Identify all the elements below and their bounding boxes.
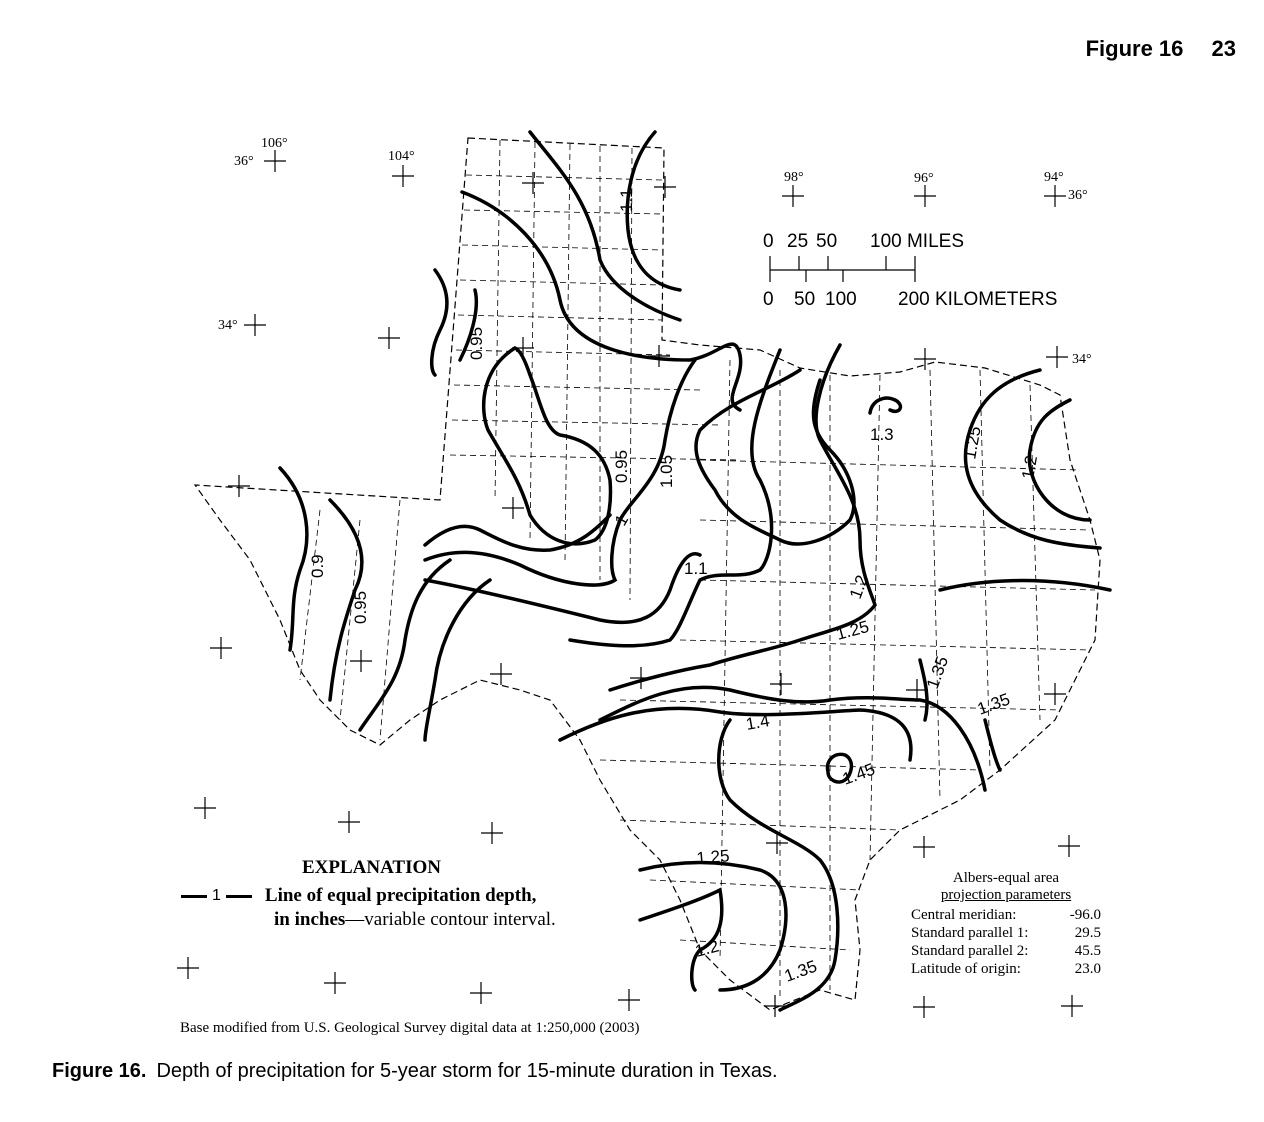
isoline-symbol-value: 1 xyxy=(212,887,221,904)
isoline xyxy=(425,360,695,585)
scale-miles-50: 50 xyxy=(816,231,838,252)
scale-km-50: 50 xyxy=(794,289,816,310)
lat-34-label-west: 34° xyxy=(218,318,238,333)
isoline-label: 1.35 xyxy=(922,653,953,692)
isoline-label: 0.9 xyxy=(308,554,327,578)
caption-text: Depth of precipitation for 5-year storm for 15-minute duration in Texas. xyxy=(156,1060,778,1082)
scale-km-200: 200 KILOMETERS xyxy=(898,289,1058,310)
isoline xyxy=(560,708,911,760)
projection-row xyxy=(911,942,1101,960)
scale-miles-0: 0 xyxy=(763,231,774,252)
figure-label: Figure 16 xyxy=(1085,36,1184,61)
isoline xyxy=(360,560,450,730)
caption-label: Figure 16. xyxy=(52,1060,147,1082)
projection-row-value: 29.5 xyxy=(1074,925,1101,941)
page-number: 23 xyxy=(1211,36,1236,61)
projection-row-label: Standard parallel 2: xyxy=(911,943,1029,959)
isoline xyxy=(640,863,786,991)
projection-row xyxy=(911,960,1101,978)
lat-34-label-east: 34° xyxy=(1072,352,1092,367)
legend-row xyxy=(176,885,556,907)
legend-line1: Line of equal precipitation depth, xyxy=(264,885,537,906)
lon-106-label: 106° xyxy=(261,136,288,151)
lat-36-label-west: 36° xyxy=(234,154,254,169)
lat-36-label-east: 36° xyxy=(1068,188,1088,203)
isoline xyxy=(870,398,900,413)
projection-row-value: -96.0 xyxy=(1069,907,1101,923)
projection-row-value: 45.5 xyxy=(1074,943,1101,959)
projection-row-value: 23.0 xyxy=(1074,961,1101,977)
explanation-title: EXPLANATION xyxy=(302,857,441,878)
isoline xyxy=(432,270,447,375)
isoline-label: 0.95 xyxy=(467,326,486,360)
lon-104-label: 104° xyxy=(388,149,415,164)
explanation-legend xyxy=(176,857,556,931)
projection-parameters xyxy=(911,870,1101,978)
isoline-label: 0.95 xyxy=(612,449,631,483)
isoline xyxy=(462,192,741,410)
scale-bar xyxy=(763,231,1057,310)
isoline-label: 1.2 xyxy=(1018,454,1042,481)
isoline-label: 1.25 xyxy=(960,424,985,461)
isoline-label: 1.1 xyxy=(617,188,636,212)
isoline-label: 1.1 xyxy=(684,559,708,578)
isoline-label: 1.25 xyxy=(834,616,872,644)
legend-line2-rest: —variable contour interval. xyxy=(345,909,556,930)
lon-98-label: 98° xyxy=(784,170,804,185)
isoline-label: 1.45 xyxy=(839,759,878,789)
lon-96-label: 96° xyxy=(914,171,934,186)
isoline-label: 1.2 xyxy=(845,572,872,602)
base-note: Base modified from U.S. Geological Survey digital data at 1:250,000 (2003) xyxy=(180,1020,640,1036)
isoline-label: 0.95 xyxy=(351,590,370,624)
isoline xyxy=(280,468,307,650)
projection-row xyxy=(911,924,1101,942)
projection-row xyxy=(911,906,1101,924)
projection-title: Albers-equal area xyxy=(952,870,1060,886)
isoline-label: 1.3 xyxy=(870,425,894,444)
scale-miles-100: 100 MILES xyxy=(870,231,964,252)
isoline-label: 1 xyxy=(611,511,633,529)
isoline-label: 1.2 xyxy=(693,936,721,961)
scale-miles-25: 25 xyxy=(787,231,809,252)
isoline-symbol xyxy=(176,887,257,905)
isoline-label: 1.05 xyxy=(657,454,676,488)
isoline-label: 1.4 xyxy=(744,711,771,734)
isoline-label: 1.25 xyxy=(695,846,731,868)
isoline xyxy=(610,345,875,690)
legend-line2-bold: in inches xyxy=(274,909,346,930)
projection-subtitle: projection parameters xyxy=(940,887,1072,903)
lon-94-label: 94° xyxy=(1044,170,1064,185)
legend-row2 xyxy=(274,909,556,931)
isoline xyxy=(530,132,680,320)
scale-km-0: 0 xyxy=(763,289,774,310)
figure-caption xyxy=(52,1060,778,1083)
isoline xyxy=(484,348,611,544)
isoline xyxy=(985,720,1000,770)
scale-km-100: 100 xyxy=(825,289,857,310)
projection-row-label: Central meridian: xyxy=(911,907,1017,923)
isoline xyxy=(425,554,700,623)
isoline xyxy=(425,580,490,740)
isoline-label: 1.35 xyxy=(974,689,1013,719)
projection-row-label: Latitude of origin: xyxy=(911,961,1021,977)
projection-row-label: Standard parallel 1: xyxy=(911,925,1029,941)
isoline-label: 1.35 xyxy=(781,956,820,986)
